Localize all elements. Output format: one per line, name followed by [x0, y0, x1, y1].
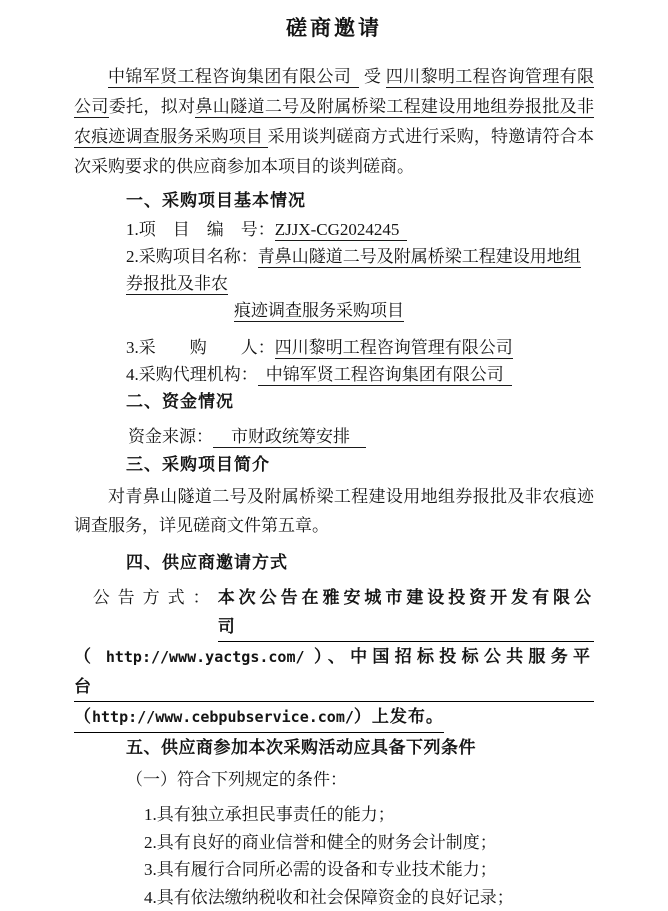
announcement-publish-suffix: ）上发布。	[354, 707, 444, 726]
section-heading-invitation-method: 四、供应商邀请方式	[126, 549, 594, 577]
basic-info-items	[74, 216, 594, 388]
funding-label: 资金来源：	[128, 427, 213, 446]
conditions-sub-heading: （一）符合下列规定的条件：	[126, 766, 594, 794]
purchaser-label: 3.采 购 人：	[126, 338, 275, 357]
intro-connector: 受	[359, 67, 386, 86]
intro-entrust: 委托，	[109, 97, 161, 116]
section-heading-project-brief: 三、采购项目简介	[126, 451, 594, 479]
project-name-value: 青鼻山隧道二号及附属桥梁工程建设用地组券报批及非农	[126, 247, 581, 295]
agency-value: 中锦军贤工程咨询集团有限公司	[258, 365, 512, 386]
purchaser-value: 四川黎明工程咨询管理有限公司	[275, 338, 513, 359]
conditions-list	[74, 801, 594, 911]
paren-open: （	[74, 647, 106, 666]
condition-item-2: 2.具有良好的商业信誉和健全的财务会计制度；	[144, 829, 594, 857]
project-number-value: ZJJX-CG2024245	[275, 220, 408, 241]
paren-open-2: （	[74, 707, 92, 726]
announcement-line3	[74, 702, 444, 733]
announcement-line2	[74, 642, 594, 702]
agency-label: 4.采购代理机构：	[126, 365, 258, 384]
funding-value: 市财政统筹安排	[213, 427, 366, 448]
project-name-label: 2.采购项目名称：	[126, 247, 258, 266]
project-name-underlined: 鼻山隧道二号及附属桥梁工程建设用地组券报批及非农痕迹调查服务采购项目	[74, 97, 594, 148]
condition-item-3: 3.具有履行合同所必需的设备和专业技术能力；	[144, 856, 594, 884]
condition-item-1: 1.具有独立承担民事责任的能力；	[144, 801, 594, 829]
item-purchaser	[126, 334, 594, 361]
item-project-name	[126, 243, 594, 325]
intro-paragraph	[74, 62, 594, 182]
announcement-label: 公告方式：	[74, 583, 218, 612]
project-name-value-line2: 痕迹调查服务采购项目	[234, 297, 594, 325]
item-project-number	[126, 216, 594, 243]
announcement-url-yactgs[interactable]: http://www.yactgs.com/	[106, 648, 305, 666]
announcement-site2-name: ）、中国招标投标公共服务平台	[74, 647, 594, 696]
condition-item-4: 4.具有依法缴纳税收和社会保障资金的良好记录；	[144, 884, 594, 911]
announcement-paragraph	[74, 583, 594, 733]
purchaser-name: 四川黎明工程咨询管理有限公司	[74, 67, 594, 118]
announcement-line1	[74, 583, 594, 642]
announcement-site1-name: 本次公告在雅安城市建设投资开发有限公司	[218, 583, 594, 642]
agency-name: 中锦军贤工程咨询集团有限公司	[108, 67, 359, 88]
intro-plan-prefix: 拟对	[161, 97, 196, 116]
intro-plan-suffix: 采用谈判磋商方式进行采购，特邀请符合本次采购要求的供应商参加本项目的谈判磋商。	[74, 127, 594, 176]
announcement-url-cebpubservice[interactable]: http://www.cebpubservice.com/	[92, 708, 354, 726]
project-brief-body: 对青鼻山隧道二号及附属桥梁工程建设用地组券报批及非农痕迹调查服务，详见磋商文件第五章。	[74, 482, 594, 540]
section-heading-basic-info: 一、采购项目基本情况	[126, 187, 594, 215]
section-heading-supplier-conditions: 五、供应商参加本次采购活动应具备下列条件	[126, 734, 594, 762]
section-heading-funding: 二、资金情况	[126, 388, 594, 416]
funding-line	[128, 423, 594, 451]
project-number-label: 1.项 目 编 号：	[126, 220, 275, 239]
document-title: 磋商邀请	[74, 14, 594, 44]
item-agency	[126, 361, 594, 388]
